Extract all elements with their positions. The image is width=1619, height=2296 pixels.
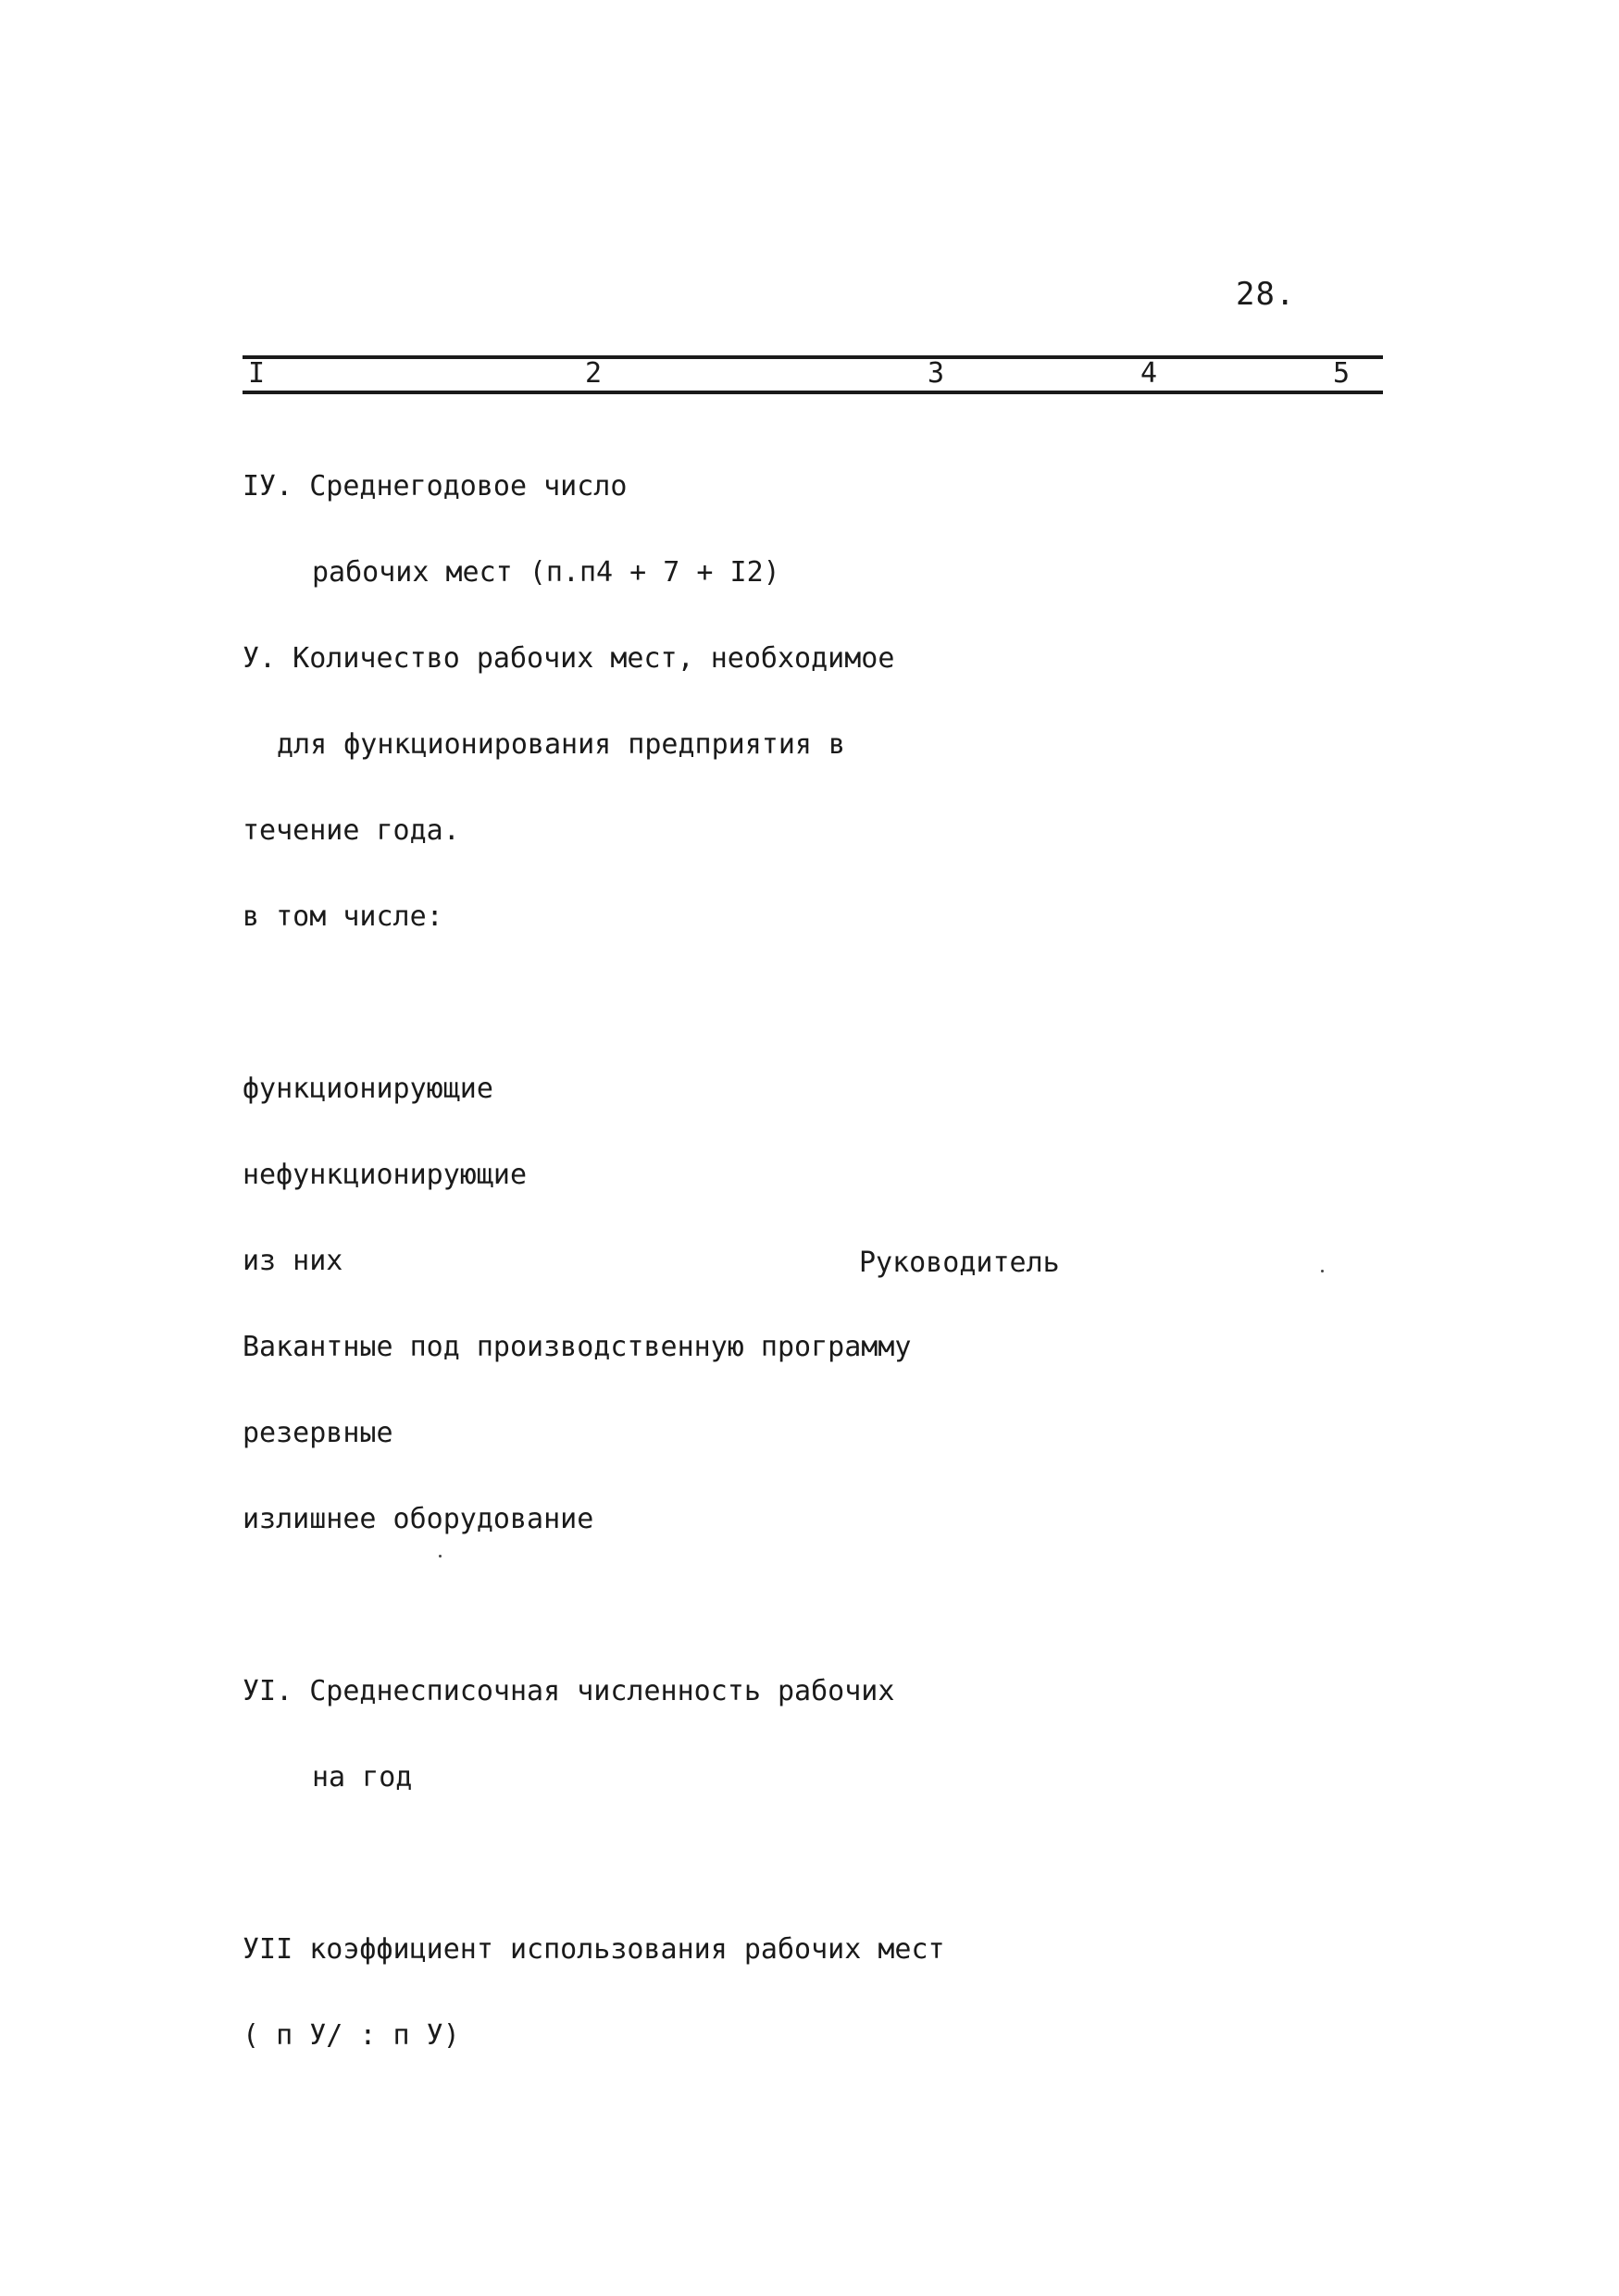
- item-of-them: из них: [243, 1245, 343, 1277]
- column-number-4: 4: [1140, 357, 1158, 390]
- item-vi-continuation: на год: [312, 1761, 413, 1793]
- spacer: [243, 988, 945, 1017]
- column-number-3: 3: [928, 357, 945, 390]
- column-number-5: 5: [1333, 357, 1351, 390]
- table-header-row: [243, 355, 1383, 396]
- spacer: [243, 1849, 945, 1878]
- item-v-continuation-2: течение года.: [243, 814, 460, 847]
- item-nonfunctioning: нефункционирующие: [243, 1159, 528, 1191]
- header-rule-bottom: [243, 391, 1383, 394]
- item-v-including: в том числе:: [243, 900, 443, 933]
- item-vi-heading: УI. Среднесписочная численность рабочих: [243, 1675, 895, 1707]
- document-body: [243, 415, 945, 2079]
- item-v-continuation-1: для функционирования предприятия в: [277, 728, 846, 761]
- item-surplus-equipment: излишнее оборудование: [243, 1503, 594, 1535]
- scan-speck: [1321, 1270, 1324, 1272]
- item-reserve: резервные: [243, 1417, 393, 1449]
- scan-speck: [439, 1555, 442, 1558]
- page-number: 28.: [1236, 276, 1296, 313]
- item-iv-heading: IУ. Среднегодовое число: [243, 470, 628, 503]
- column-number-1: I: [248, 357, 266, 390]
- signature-label: Руководитель: [859, 1247, 1060, 1279]
- spacer: [243, 1591, 945, 1620]
- item-v-heading: У. Количество рабочих мест, необходимое: [243, 642, 895, 675]
- header-rule-top: [243, 355, 1383, 359]
- column-number-2: 2: [585, 357, 603, 390]
- item-functioning: функционирующие: [243, 1073, 493, 1105]
- item-iv-continuation: рабочих мест (п.п4 + 7 + I2): [312, 556, 780, 589]
- item-vii-formula: ( п У/ : п У): [243, 2019, 460, 2052]
- item-vacant: Вакантные под производственную программу: [243, 1331, 912, 1363]
- item-vii-heading: УII коэффициент использования рабочих мест: [243, 1933, 945, 1966]
